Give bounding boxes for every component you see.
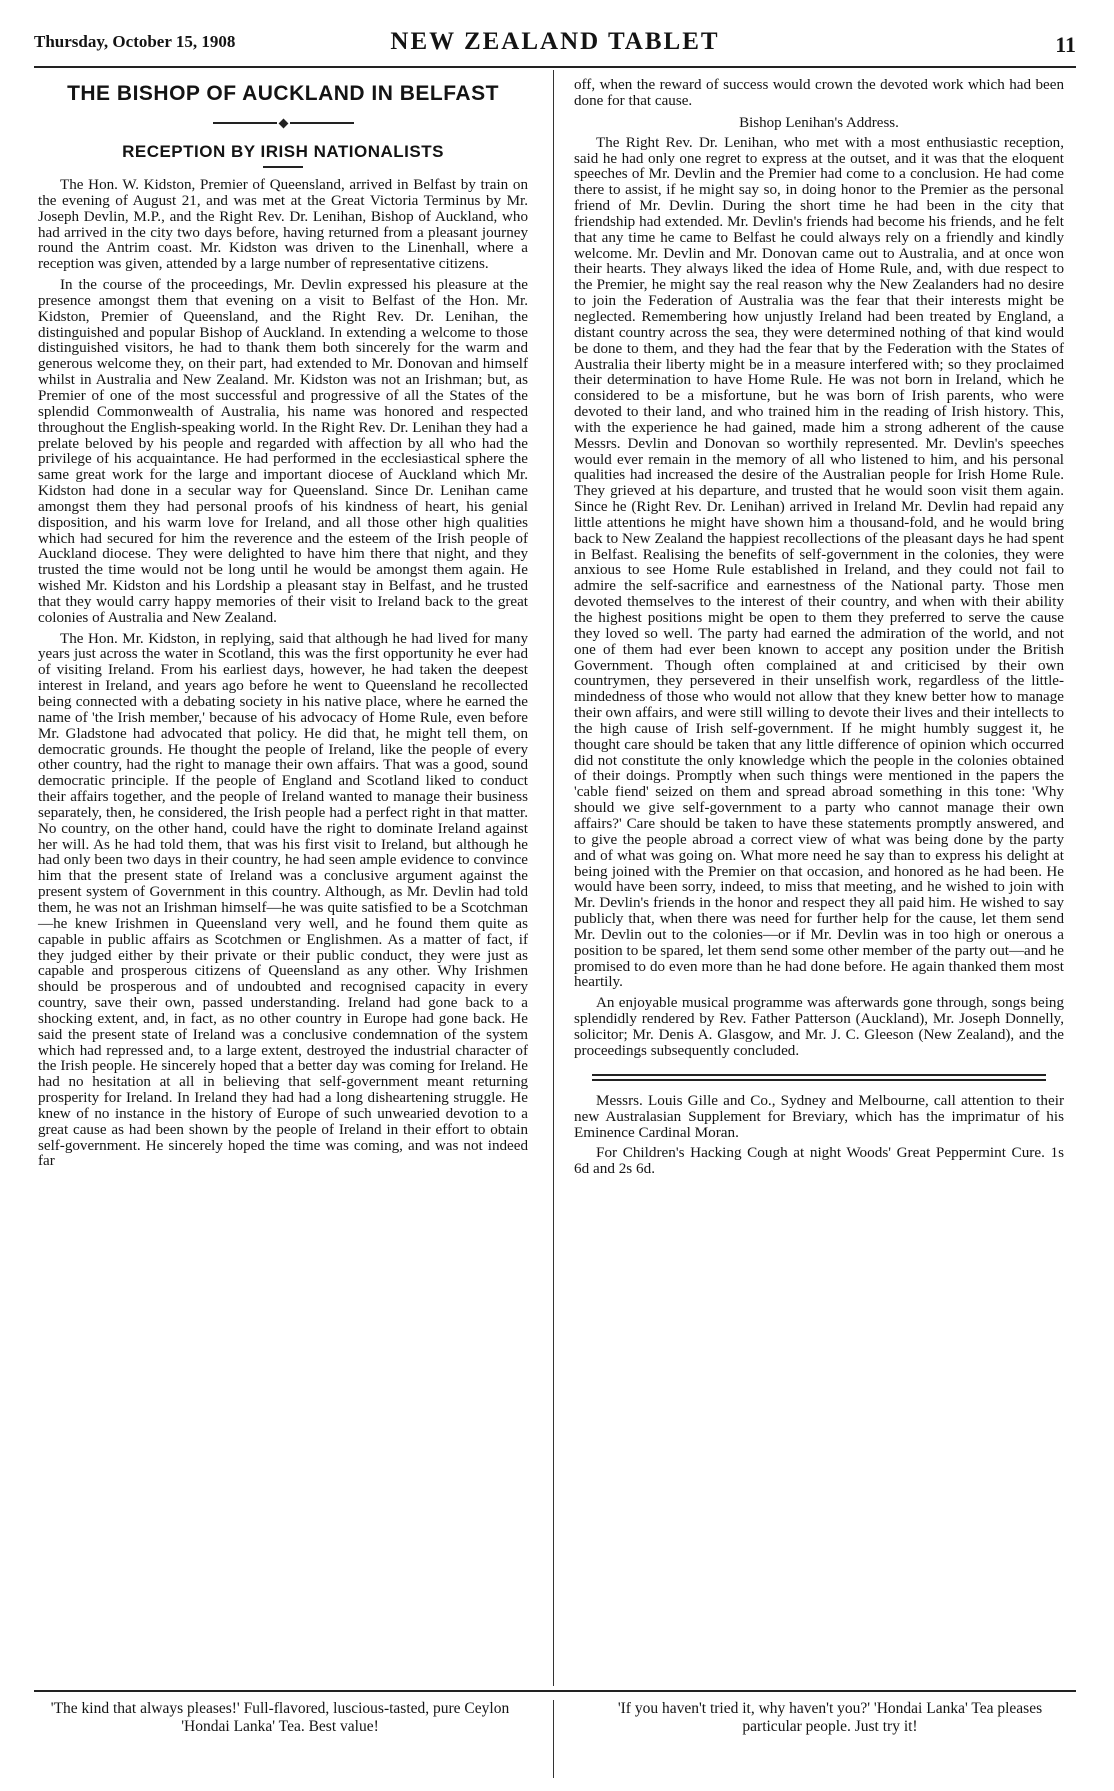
masthead (34, 28, 1076, 68)
issue-date: Thursday, October 15, 1908 (34, 32, 236, 51)
short-rule (263, 166, 303, 168)
article-paragraph: The Hon. Mr. Kidston, in replying, said that although he had lived for many years just across the water in Scotland, this was the first opportunity he ever had of visiting Ireland. From his earliest days, however, he had taken the deepest interest in Ireland, and years ago before he went to Queensland he recollected being connected with a debating society in his native place, where he earned the name of 'the Irish member,' because of his advocacy of Home Rule, even before Mr. Gladstone had advocated that policy. He did that, he might tell them, on democratic grounds. He thought the people of Ireland, like the people of every other country, had the right to manage their own affairs. That was a good, sound democratic principle. If the people of England and Scotland liked to conduct their affairs together, and the people of Ireland wanted to manage their business separately, then, he considered, the Irish people had a perfect right in that matter. No country, on the other hand, could have the right to dominate Ireland against her will. As he had told them, that was his first visit to Ireland, but although he had only been two days in their country, he had seen ample evidence to convince him that the present state of Ireland was a conclusive argument against the present system of Government in this country. Although, as Mr. Devlin had told them, he was not an Irishman himself—he was quite satisfied to be a Scotchman—he knew Irishmen in Queensland very well, and he found them quite as capable in public affairs as Scotchmen or Englishmen. As a matter of fact, if they judged either by their private or their public conduct, they were just as capable and prosperous citizens of Queensland as any other. Why Irishmen should be prosperous and of undoubted and recognised capacity in every country, save their own, passed understanding. Ireland had gone back to a shocking extent, and, in fact, as no other country in Europe had gone back. He said the present state of Ireland was a conclusive condemnation of the system which had repressed and, to a large extent, destroyed the industrial character of the Irish people. He sincerely hoped that a better day was coming for Ireland. He had no hesitation at all in believing that self-government meant returning prosperity for Ireland. In Ireland they had had a long disheartening struggle. He knew of no instance in the history of Europe of such unwearied devotion to a great cause as had been shown by the people of Ireland in their effort to obtain self-government. He sincerely hoped the time was coming, and was not indeed far (38, 630, 528, 1170)
footer-ad-left: 'The kind that always pleases!' Full-flavored, luscious-tasted, pure Ceylon 'Hondai Lanka' Tea. Best value! (50, 1700, 510, 1735)
advertisement (574, 1093, 1064, 1178)
article-subheadline: RECEPTION BY IRISH NATIONALISTS (122, 142, 444, 161)
article-paragraph: The Right Rev. Dr. Lenihan, who met with a most enthusiastic reception, said he had only one regret to express at the outset, and it was that the eloquent speeches of Mr. Devlin and the Premier had come to a conclusion. He had come there to assist, if he might say so, in doing honor to the Premier as the personal friend of Mr. Devlin. During the short time he had been in the city that friendship had extended. Mr. Devlin's friends had become his friends, and he felt that any time he came to Belfast he could always rely on a friendly and kindly welcome. Mr. Devlin and Mr. Donovan came out to Australia, and at once won their hearts. They always liked the idea of Home Rule, and, with due respect to the Premier, he might say the real reason why the New Zealanders had no desire to join the Federation of Australia was the fear that their interests might be neglected. Remembering how unjustly Ireland had been treated by England, a distant country across the sea, they were determined nothing of that kind would be done to them, and they had the fear that by the Federation with the States of Australia their liberty might be in a measure interfered with; so they proclaimed their determination to have Home Rule. He was not born in Ireland, which he considered to be a misfortune, but he was born of Irish parents, who were devoted to their land, and who trained him in the reading of Irish history. This, with the experience he had gained, made him a strong adherent of the cause Messrs. Devlin and Donovan so worthily represented. Mr. Devlin's speeches would ever remain in the memory of all who listened to him, and his personal qualities had increased the desire of the Australian people for Irish Home Rule. They grieved at his departure, and trusted that he would soon visit them again. Since he (Right Rev. Dr. Lenihan) arrived in Ireland Mr. Devlin had repaid any little attentions he might have shown him a thousand-fold, and he would bring back to New Zealand the happiest recollections of the pleasant days he had spent in Belfast. Realising the benefits of self-government in the colonies, they were anxious to see Home Rule established in Ireland, and they could not fail to admire the self-sacrifice and earnestness of the National party. Those men devoted themselves to the interest of their country, and when with their ability the highest positions might be open to them they preferred to serve the cause they loved so well. The party had earned the admiration of the world, and not one of them had ever been known to accept any position under the British Government. Though often complained at and criticised by their own countrymen, they persevered in their unselfish work, regardless of the little-mindedness of those who would not allow that they knew better how to manage their own affairs, and were still willing to devote their lives and their intellects to the high cause of Irish self-government. If he might humbly suggest it, he thought care should be taken that any little difference of opinion which occurred did not constitute the only knowledge which the people in the colonies obtained of their doings. Promptly when such things were mentioned in the papers the 'cable fiend' seized on them and spread abroad something in this tone: 'Why should we give self-government to a party who cannot manage their own affairs?' Care should be taken to have these statements promptly answered, and to give the people abroad a correct view of what was being done by the party and of what was going on. What more need he say than to express his delight at being joined with the Premier on that occasion, and honored as he had been. He would have been sorry, indeed, to miss that meeting, and he wished to join with Mr. Devlin's friends in the honor and respect they all paid him. He wished to say publicly that, when there was need for further help for the cause, let them send Mr. Devlin out to the colonies—or if Mr. Devlin was in too high or onerous a position to be spared, let them send some other member of the party out—and he promised to do even more than he had done before. He again thanked them most heartily. (574, 134, 1064, 991)
ornamental-rule (38, 114, 528, 132)
ad-breviary: Messrs. Louis Gille and Co., Sydney and Melbourne, call attention to their new Australasian Supplement for Breviary, which has the imprimatur of his Eminence Cardinal Moran. (574, 1091, 1064, 1141)
double-rule (592, 1074, 1046, 1081)
ad-cough-cure: For Children's Hacking Cough at night Woods' Great Peppermint Cure. 1s 6d and 2s 6d. (574, 1144, 1064, 1178)
footer-rule (34, 1690, 1076, 1692)
section-subhead: Bishop Lenihan's Address. (739, 114, 899, 131)
right-column (574, 78, 1064, 1182)
newspaper-title: NEW ZEALAND TABLET (390, 28, 720, 55)
article-headline: THE BISHOP OF AUCKLAND IN BELFAST (67, 82, 499, 105)
article-continuation: off, when the reward of success would crown the devoted work which had been done for that cause. (574, 77, 1064, 109)
article-paragraph: In the course of the proceedings, Mr. Devlin expressed his pleasure at the presence amongst them that evening on a visit to Belfast of the Hon. Mr. Kidston, Premier of Queensland, and the Right Rev. Dr. Lenihan, the distinguished and popular Bishop of Auckland. In extending a welcome to those distinguished visitors, he had to thank them both sincerely for the warm and generous welcome they, on their part, had extended to Mr. Donovan and himself whilst in Australia and New Zealand. Mr. Kidston was not an Irishman; but, as Premier of one of the most successful and progressive of all the States of the splendid Commonwealth of Australia, his name was honored and respected throughout the English-speaking world. In the Right Rev. Dr. Lenihan they had a prelate beloved by his people and regarded with affection by all who had the privilege of his acquaintance. He had performed in the ecclesiastical sphere the same great work for the large and important diocese of Auckland which Mr. Kidston had done in a secular way for Queensland. Since Dr. Lenihan came amongst them they had personal proofs of his kindness of heart, his genial disposition, and his warm love for Ireland, and all those other high qualities which had secured for him the reverence and the esteem of the Irish people of Auckland diocese. They were delighted to have him there that night, and they trusted the time would not be long until he would be amongst them again. He wished Mr. Kidston and his Lordship a pleasant stay in Belfast, and he trusted that they would carry happy memories of their visit to Ireland back to the great colonies of Australia and New Zealand. (38, 277, 528, 626)
masthead-rule (34, 66, 1076, 68)
article-paragraph: An enjoyable musical programme was afterwards gone through, songs being splendidly rendered by Rev. Father Patterson (Auckland), Mr. Joseph Donnelly, solicitor; Mr. Denis A. Glasgow, and Mr. J. C. Gleeson (New Zealand), and the proceedings subsequently concluded. (574, 995, 1064, 1059)
left-column (38, 78, 528, 1175)
article-paragraph: The Hon. W. Kidston, Premier of Queensland, arrived in Belfast by train on the evening of August 21, and was met at the Great Victoria Terminus by Mr. Joseph Devlin, M.P., and the Right Rev. Dr. Lenihan, Bishop of Auckland, who had arrived in the city two days before, having returned from a pleasant journey round the Antrim coast. Mr. Kidston was driven to the Linenhall, where a reception was given, attended by a large number of representative citizens. (38, 177, 528, 273)
footer-divider (553, 1700, 554, 1778)
column-divider (553, 70, 554, 1686)
page-number: 11 (1055, 32, 1076, 57)
footer-ad-right: 'If you haven't tried it, why haven't you?' 'Hondai Lanka' Tea pleases particular people. Just try it! (617, 1700, 1043, 1735)
